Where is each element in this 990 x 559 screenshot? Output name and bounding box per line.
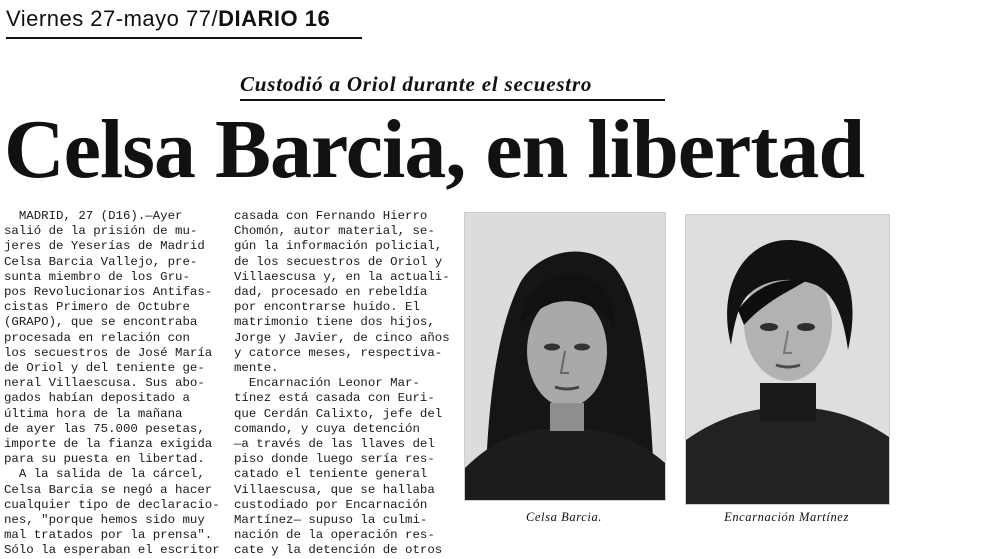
article-line: de los secuestros de Oriol y: [234, 254, 443, 269]
kicker-underline: [240, 99, 665, 101]
article-line: Celsa Barcia se negó a hacer: [4, 482, 213, 497]
article-line: salió de la prisión de mu-: [4, 224, 198, 239]
article-line: cate y la detención de otros: [234, 543, 443, 558]
article-line: gados habían depositado a: [4, 391, 190, 406]
article-line: nación de la operación res-: [234, 528, 435, 543]
photo-celsa-barcia: [464, 212, 666, 501]
article-line: pos Revolucionarios Antifas-: [4, 285, 213, 300]
kicker: Custodió a Oriol durante el secuestro: [240, 72, 593, 96]
article-line: nes, "porque hemos sido muy: [4, 513, 205, 528]
article-line: Villaescusa, que se hallaba: [234, 482, 435, 497]
article-line: Jorge y Javier, de cinco años: [234, 330, 450, 345]
headline: Celsa Barcia, en libertad: [4, 103, 865, 196]
article-column-1: [4, 209, 227, 559]
article-line: jeres de Yeserías de Madrid: [4, 239, 205, 254]
article-line: por encontrarse huido. El: [234, 300, 420, 315]
photo-caption-2: Encarnación Martínez: [724, 510, 849, 524]
article-line: casada con Fernando Hierro: [234, 209, 428, 223]
article-line: de ayer las 75.000 pesetas,: [4, 421, 205, 436]
photo-caption-1: Celsa Barcia.: [525, 510, 603, 524]
dateline-underline: [6, 37, 362, 39]
article-line: que Cerdán Calixto, jefe del: [234, 406, 443, 421]
article-line: Celsa Barcia Vallejo, pre-: [4, 254, 198, 269]
article-line: —a través de las llaves del: [234, 437, 435, 452]
article-line: (GRAPO), que se encontraba: [4, 315, 198, 330]
article-line: custodiado por Encarnación: [234, 497, 428, 512]
article-line: los secuestros de José María: [4, 345, 213, 360]
dateline: [6, 6, 366, 32]
portrait-woman-1: [465, 213, 665, 500]
article-line: y catorce meses, respectiva-: [234, 345, 443, 360]
article-line: de Oriol y del teniente ge-: [4, 361, 205, 376]
article-line: piso donde luego sería res-: [234, 452, 435, 467]
portrait-woman-2: [686, 215, 889, 504]
article-line: catado el teniente general: [234, 467, 428, 482]
article-line: para su puesta en libertad.: [4, 452, 205, 467]
article-line: mal tratados por la prensa".: [4, 528, 213, 543]
article-line: neral Villaescusa. Sus abo-: [4, 376, 205, 391]
article-line: comando, y cuya detención: [234, 421, 420, 436]
article-line: última hora de la mañana: [4, 406, 183, 421]
article-line: Chomón, autor material, se-: [234, 224, 435, 239]
article-line: sunta miembro de los Gru-: [4, 269, 190, 284]
article-line: cistas Primero de Octubre: [4, 300, 190, 315]
article-line: Encarnación Leonor Mar-: [234, 376, 420, 391]
article-line: MADRID, 27 (D16).—Ayer: [4, 209, 183, 223]
dateline-date: Viernes 27-mayo 77/: [6, 6, 219, 31]
article-line: gún la información policial,: [234, 239, 443, 254]
article-line: importe de la fianza exigida: [4, 437, 213, 452]
article-line: Martínez— supuso la culmi-: [234, 513, 428, 528]
article-column-2: [234, 209, 460, 559]
newspaper-name: DIARIO 16: [218, 6, 331, 31]
article-line: tínez está casada con Euri-: [234, 391, 435, 406]
article-line: A la salida de la cárcel,: [4, 467, 205, 482]
article-line: Sólo la esperaban el escritor: [4, 543, 220, 558]
photo-encarnacion-martinez: [685, 214, 890, 505]
article-line: procesada en relación con: [4, 330, 190, 345]
article-line: matrimonio tiene dos hijos,: [234, 315, 435, 330]
article-line: Villaescusa y, en la actuali-: [234, 269, 450, 284]
article-line: dad, procesado en rebeldía: [234, 285, 428, 300]
article-line: mente.: [234, 361, 279, 376]
article-line: cualquier tipo de declaracio-: [4, 497, 220, 512]
